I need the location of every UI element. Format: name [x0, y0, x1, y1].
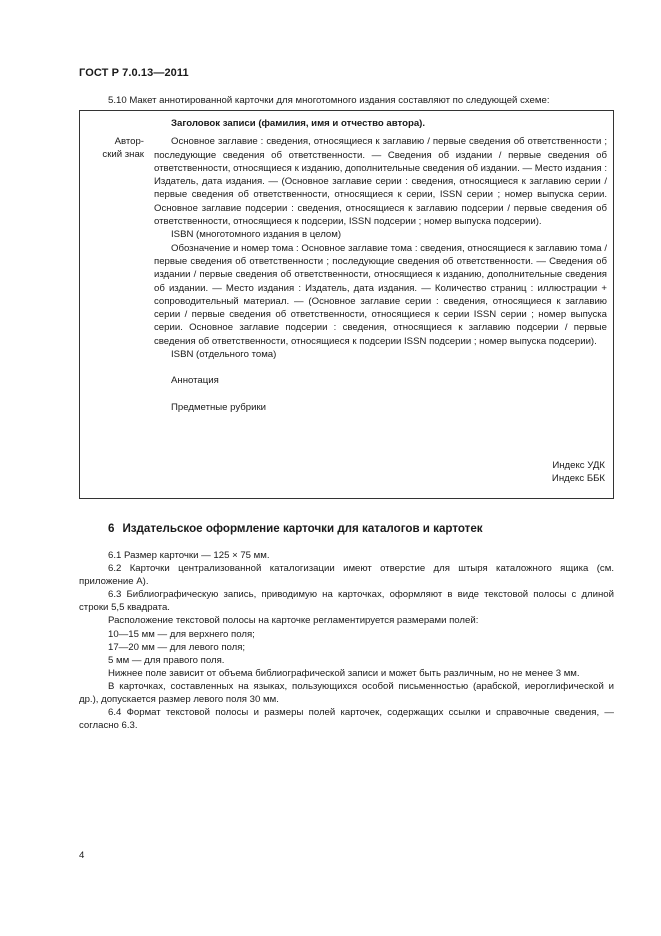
author-sign-line: ский знак [102, 149, 144, 160]
card-annotation: Аннотация [171, 375, 219, 387]
paragraph: 6.3 Библиографическую запись, приводимую на карточках, оформляют в виде текстовой полосы с длиной строки 5,5 квадрата. [79, 589, 614, 614]
page-number: 4 [79, 850, 85, 861]
index-udk: Индекс УДК [552, 460, 605, 471]
index-bbk: Индекс ББК [551, 473, 605, 485]
card-subjects: Предметные рубрики [171, 401, 267, 413]
author-sign-line: Автор- [114, 136, 144, 147]
card-series-paragraph: Основное заглавие : сведения, относящиеся к заглавию / первые сведения об ответственности ; последующие сведения об ответственности. — Сведения об издании / первые сведения об ответственности, относящиеся к изданию, дополнительные сведения об издании. — Место издания : Издатель, дата издания. — (Основное заглавие серии : сведения, относящиеся к заглавию серии / первые сведения об ответственности, относящиеся к серии, ISSN серии ; номер выпуска серии. Основное заглавие подсерии : сведения, относящиеся к заглавию подсерии / первые сведения об ответственности, относящиеся к подсерии, ISSN подсерии ; номер выпуска подсерии). [154, 136, 607, 228]
section-number: 6 [108, 522, 115, 535]
card-isbn-volume: ISBN (отдельного тома) [171, 349, 277, 361]
card-heading: Заголовок записи (фамилия, имя и отчество автора). [171, 118, 426, 129]
card-index-block [552, 459, 605, 486]
section-heading [108, 522, 483, 535]
margin-item: 17—20 мм — для левого поля; [108, 641, 246, 653]
margin-item: 10—15 мм — для верхнего поля; [108, 628, 255, 640]
paragraph: 6.4 Формат текстовой полосы и размеры полей карточек, содержащих ссылки и справочные сведения, — согласно 6.3. [79, 707, 614, 732]
card-isbn-multivolume: ISBN (многотомного издания в целом) [171, 229, 342, 241]
paragraph: Расположение текстовой полосы на карточке регламентируется размерами полей: [108, 615, 479, 627]
paragraph: 6.2 Карточки централизованной каталогизации имеют отверстие для штыря каталожного ящика (см. приложение А). [79, 563, 614, 588]
section-body [79, 549, 614, 732]
card-volume-paragraph: Обозначение и номер тома : Основное заглавие тома : сведения, относящиеся к заглавию тома / первые сведения об ответственности ; последующие сведения об ответственности. — Сведения об издании / первые сведения об ответственности, относящиеся к изданию, дополнительные сведения об издании. — Место издания : Издатель, дата издания. — Количество страниц : иллюстрации + сопроводительный материал. — (Основное заглавие серии : сведения, относящиеся к заглавию серии / первые сведения об ответственности, относящиеся к серии ISSN серии ; номер выпуска серии. Основное заглавие подсерии : сведения, относящиеся к заглавию подсерии / первые сведения об ответственности, относящиеся к подсерии ISSN подсерии ; номер выпуска подсерии). [154, 242, 607, 347]
document-header: ГОСТ Р 7.0.13—2011 [79, 67, 189, 79]
paragraph: 6.1 Размер карточки — 125 × 75 мм. [108, 550, 270, 561]
paragraph: В карточках, составленных на языках, пользующихся особой письменностью (арабской, иероглифической и др.), допускается размер левого поля 30 мм. [79, 680, 614, 706]
card-body [154, 117, 607, 414]
paragraph: Нижнее поле зависит от объема библиографической записи и может быть различным, но не менее 3 мм. [108, 667, 580, 679]
intro-paragraph: 5.10 Макет аннотированной карточки для многотомного издания составляют по следующей схеме: [108, 95, 550, 106]
section-title: Издательское оформление карточки для каталогов и картотек [122, 522, 483, 535]
margin-item: 5 мм — для правого поля. [108, 654, 225, 666]
author-sign-label [80, 135, 144, 161]
annotated-card-template [79, 110, 614, 499]
